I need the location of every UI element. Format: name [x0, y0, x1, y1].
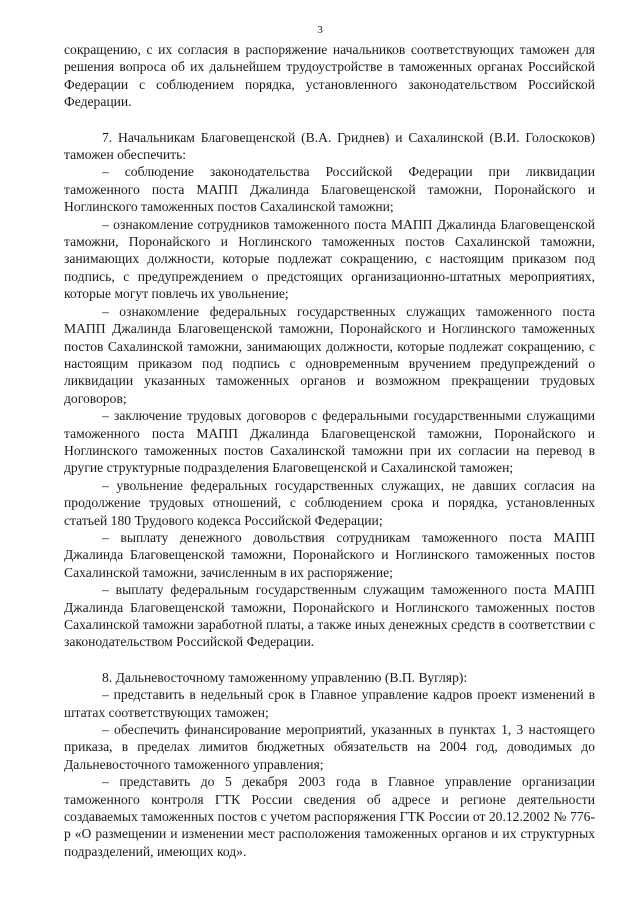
section-8-item: – представить в недельный срок в Главное управление кадров проект изменений в штатах соответствующих таможен; — [64, 687, 595, 720]
page-number: 3 — [317, 24, 323, 36]
section-7-item: – увольнение федеральных государственных служащих, не давших согласия на продолжение трудовых отношений, с соблюдением срока и порядка, установленных статьей 180 Трудового кодекса Российской Федерации; — [64, 477, 595, 528]
section-8-item: – представить до 5 декабря 2003 года в Главное управление организации таможенного контроля ГТК России сведения об адресе и регионе деятельности создаваемых таможенных постов с учетом распоряжения ГТК России от 20.12.2002 № 776-р «О размещении и изменении мест расположения таможенных органов и их структурных подразделений, имеющих код». — [64, 774, 595, 859]
section-7 — [64, 129, 595, 651]
section-7-item: – ознакомление федеральных государственных служащих таможенного поста МАПП Джалинда Благовещенской таможни, Поронайского и Ноглинского таможенных постов Сахалинской таможни, занимающих должности, которые подлежат сокращению, с настоящим приказом под подпись с одновременным вручением предупреждений о ликвидации указанных таможенных органов и возможном прекращении трудовых договоров; — [64, 303, 595, 406]
continuation-paragraph: сокращению, с их согласия в распоряжение начальников соответствующих таможен для решения вопроса об их дальнейшем трудоустройстве в таможенных органах Российской Федерации с соблюдением порядка, установленного законодательством Российской Федерации. — [64, 42, 595, 110]
section-8-item: – обеспечить финансирование мероприятий, указанных в пунктах 1, 3 настоящего приказа, в пределах лимитов бюджетных обязательств на 2004 год, доводимых до Дальневосточного таможенного управления; — [64, 722, 595, 772]
section-7-item: – выплату денежного довольствия сотрудникам таможенного поста МАПП Джалинда Благовещенской таможни, Поронайского и Ноглинского таможенных постов Сахалинской таможни, зачисленным в их распоряжение; — [64, 529, 595, 580]
section-8-heading: 8. Дальневосточному таможенному управлению (В.П. Вугляр): — [102, 669, 468, 685]
section-7-item: – соблюдение законодательства Российской Федерации при ликвидации таможенного поста МАПП Джалинда Благовещенской таможни, Поронайского и Ноглинского таможенных постов Сахалинской таможни; — [64, 164, 595, 215]
section-7-item: – заключение трудовых договоров с федеральными государственными служащими таможенного поста МАПП Джалинда Благовещенской таможни, Поронайского и Ноглинского таможенных постов Сахалинской таможни при их согласии на перевод в другие структурные подразделения Благовещенской и Сахалинской таможен; — [64, 408, 595, 476]
document-body — [64, 41, 595, 860]
section-7-heading: 7. Начальникам Благовещенской (В.А. Гриднев) и Сахалинской (В.И. Голоскоков) таможен обеспечить: — [64, 129, 595, 163]
section-7-item: – выплату федеральным государственным служащим таможенного поста МАПП Джалинда Благовещенской таможни, Поронайского и Ноглинского таможенных постов Сахалинской таможни заработной платы, а также иных денежных средств в соответствии с законодательством Российской Федерации. — [64, 582, 595, 650]
section-7-item: – ознакомление сотрудников таможенного поста МАПП Джалинда Благовещенской таможни, Поронайского и Ноглинского таможенных постов Сахалинской таможни, занимающих должности, которые подлежат сокращению, с настоящим приказом под подпись, с предупреждением о предстоящих организационно-штатных мероприятиях, которые могут повлечь их увольнение; — [64, 216, 595, 302]
section-8 — [64, 669, 595, 860]
